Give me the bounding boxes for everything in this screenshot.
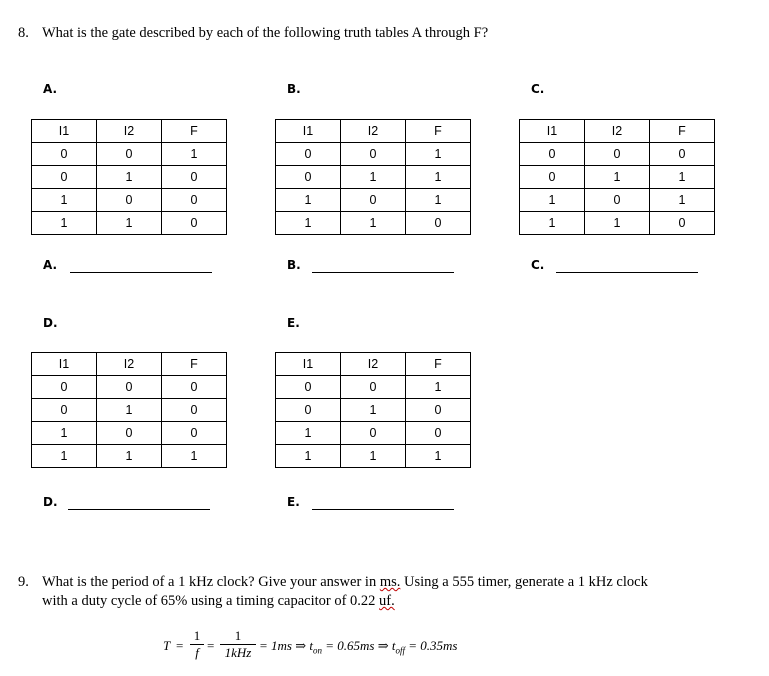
answer-d-blank[interactable] (68, 509, 210, 510)
header-i2: I2 (97, 120, 162, 143)
table-row (276, 422, 471, 445)
table-row (32, 376, 227, 399)
cell: 0 (97, 143, 162, 166)
cell: 1 (341, 445, 406, 468)
cell: 1 (650, 166, 715, 189)
answer-a-label: A. (43, 258, 58, 272)
header-i1: I1 (32, 120, 97, 143)
cell: 1 (97, 212, 162, 235)
cell: 0 (97, 189, 162, 212)
cell: 0 (341, 189, 406, 212)
truth-table-b (275, 119, 471, 235)
table-header-row (520, 120, 715, 143)
header-f: F (406, 353, 471, 376)
answer-d-label: D. (43, 495, 58, 509)
formula-eq1: = (176, 638, 184, 653)
cell: 1 (276, 445, 341, 468)
cell: 1 (32, 445, 97, 468)
formula-lhs: T (163, 638, 171, 653)
answer-e-blank[interactable] (312, 509, 454, 510)
question-9-line1-b: Using a 555 timer, generate a 1 kHz clock (400, 574, 648, 590)
cell: 0 (276, 143, 341, 166)
table-row (276, 376, 471, 399)
cell: 1 (520, 212, 585, 235)
table-row (32, 212, 227, 235)
header-i2: I2 (341, 353, 406, 376)
question-8 (18, 24, 488, 42)
cell: 1 (341, 166, 406, 189)
cell: 0 (341, 376, 406, 399)
question-8-number: 8. (18, 25, 29, 41)
table-d-label: D. (43, 316, 58, 330)
formula-ton-value: = 0.65ms ⇒ t (321, 638, 396, 653)
header-i2: I2 (97, 353, 162, 376)
header-f: F (650, 120, 715, 143)
table-e-label: E. (287, 316, 300, 330)
cell: 0 (97, 376, 162, 399)
cell: 0 (406, 212, 471, 235)
formula-toff-sub: off (395, 645, 405, 656)
table-row (32, 189, 227, 212)
answer-a-blank[interactable] (70, 272, 212, 273)
header-i1: I1 (276, 120, 341, 143)
question-9 (18, 573, 763, 591)
header-f: F (406, 120, 471, 143)
table-row (520, 212, 715, 235)
cell: 0 (276, 376, 341, 399)
cell: 1 (276, 189, 341, 212)
header-f: F (162, 353, 227, 376)
question-9-line2 (42, 592, 395, 610)
formula-toff-value: = 0.35ms (404, 638, 458, 653)
cell: 1 (520, 189, 585, 212)
cell: 1 (97, 445, 162, 468)
cell: 0 (162, 422, 227, 445)
cell: 1 (406, 376, 471, 399)
table-row (276, 212, 471, 235)
frac1-denominator: f (190, 644, 204, 661)
table-c-label: C. (531, 82, 545, 96)
table-row (520, 189, 715, 212)
table-row (276, 189, 471, 212)
header-i1: I1 (32, 353, 97, 376)
cell: 0 (32, 376, 97, 399)
cell: 0 (276, 166, 341, 189)
cell: 0 (162, 189, 227, 212)
table-row (32, 166, 227, 189)
question-9-line1-a: What is the period of a 1 kHz clock? Give your answer in (42, 574, 380, 590)
truth-table-e (275, 352, 471, 468)
answer-e-label: E. (287, 495, 300, 509)
cell: 1 (585, 166, 650, 189)
cell: 0 (162, 399, 227, 422)
cell: 1 (97, 399, 162, 422)
table-header-row (32, 120, 227, 143)
frac2-denominator: 1kHz (220, 644, 256, 661)
header-i2: I2 (341, 120, 406, 143)
table-header-row (276, 120, 471, 143)
cell: 0 (32, 399, 97, 422)
cell: 1 (32, 422, 97, 445)
cell: 1 (341, 212, 406, 235)
formula-rest (259, 638, 457, 656)
cell: 0 (97, 422, 162, 445)
cell: 1 (276, 422, 341, 445)
formula-ton-sub: on (312, 645, 322, 656)
cell: 1 (97, 166, 162, 189)
cell: 1 (32, 212, 97, 235)
cell: 0 (341, 143, 406, 166)
cell: 1 (406, 445, 471, 468)
table-b-label: B. (287, 82, 301, 96)
cell: 1 (162, 143, 227, 166)
question-9-ms: ms. (379, 574, 401, 590)
answer-c-blank[interactable] (556, 272, 698, 273)
cell: 1 (341, 399, 406, 422)
cell: 0 (406, 422, 471, 445)
table-a-label: A. (43, 82, 58, 96)
cell: 1 (406, 143, 471, 166)
table-row (32, 399, 227, 422)
table-row (276, 399, 471, 422)
table-row (276, 166, 471, 189)
cell: 0 (650, 143, 715, 166)
table-row (276, 143, 471, 166)
cell: 1 (585, 212, 650, 235)
header-f: F (162, 120, 227, 143)
cell: 0 (32, 143, 97, 166)
table-header-row (276, 353, 471, 376)
table-row (32, 422, 227, 445)
cell: 0 (585, 143, 650, 166)
cell: 0 (162, 376, 227, 399)
cell: 1 (406, 189, 471, 212)
answer-c-label: C. (531, 258, 545, 272)
header-i1: I1 (520, 120, 585, 143)
frac1-numerator: 1 (193, 628, 201, 643)
cell: 1 (276, 212, 341, 235)
formula-frac-2 (220, 628, 256, 661)
cell: 0 (276, 399, 341, 422)
question-9-uf: uf. (379, 593, 395, 609)
question-9-number: 9. (18, 574, 29, 590)
cell: 0 (585, 189, 650, 212)
cell: 1 (406, 166, 471, 189)
cell: 0 (520, 143, 585, 166)
cell: 0 (162, 166, 227, 189)
question-9-line2-a: with a duty cycle of 65% using a timing capacitor of 0.22 (42, 593, 380, 609)
formula-rest-text: = 1ms ⇒ t (259, 638, 313, 653)
header-i2: I2 (585, 120, 650, 143)
cell: 0 (650, 212, 715, 235)
header-i1: I1 (276, 353, 341, 376)
cell: 0 (406, 399, 471, 422)
cell: 0 (162, 212, 227, 235)
table-row (32, 445, 227, 468)
cell: 1 (162, 445, 227, 468)
cell: 1 (650, 189, 715, 212)
cell: 1 (32, 189, 97, 212)
question-8-text: What is the gate described by each of the following truth tables A through F? (42, 25, 489, 41)
table-header-row (32, 353, 227, 376)
table-row (32, 143, 227, 166)
truth-table-a (31, 119, 227, 235)
cell: 0 (341, 422, 406, 445)
frac2-numerator: 1 (234, 628, 242, 643)
truth-table-d (31, 352, 227, 468)
truth-table-c (519, 119, 715, 235)
table-row (520, 143, 715, 166)
formula-eq2: = (207, 638, 215, 653)
cell: 0 (32, 166, 97, 189)
answer-b-label: B. (287, 258, 301, 272)
table-row (276, 445, 471, 468)
table-row (520, 166, 715, 189)
formula-frac-1 (190, 628, 204, 661)
cell: 0 (520, 166, 585, 189)
answer-b-blank[interactable] (312, 272, 454, 273)
